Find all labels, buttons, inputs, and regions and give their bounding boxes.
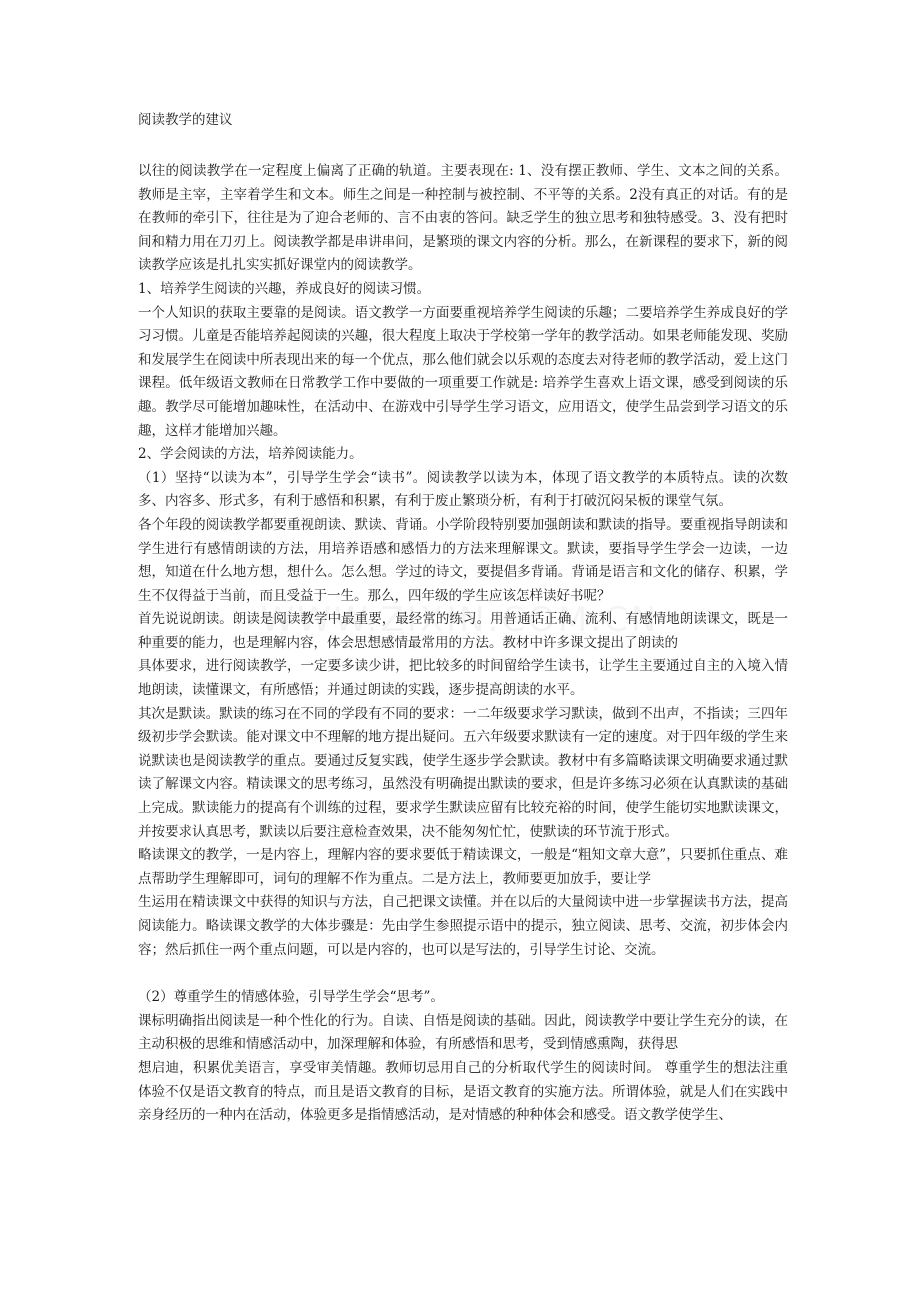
heading-subsection-2: （2）尊重学生的情感体验，引导学生学会“思考”。 — [138, 989, 444, 1006]
paragraph-skim-reading-cont: 生运用在精读课文中获得的知识与方法，自己把课文读懂。并在以后的大量阅读中进一步掌握读书方法，提高阅读能力。略读课文教学的大体步骤是：先由学生参照提示语中的提示，独立阅读、思考、交流，初步体会内容；然后抓住一两个重点问题，可以是内容的，也可以是写法的，引导学生讨论、交流。 — [138, 894, 788, 958]
paragraph-gap — [138, 962, 788, 986]
paragraph-reading-aloud-cont: 具体要求，进行阅读教学，一定要多读少讲，把比较多的时间留给学生读书，让学生主要通过自主的入境入情地朗读，读懂课文，有所感悟；并通过朗读的实践，逐步提高朗读的水平。 — [138, 658, 788, 699]
paragraph-curriculum: 课标明确指出阅读是一种个性化的行为。自读、自悟是阅读的基础。因此，阅读教学中要让学生充分的读，在主动积极的思维和情感活动中，加深理解和体验，有所感悟和思考，受到情感熏陶，获得思 — [138, 1012, 788, 1053]
paragraph-reading-aloud: 首先说说朗读。朗读是阅读教学中最重要，最经常的练习。用普通话正确、流利、有感情地朗读课文，既是一种重要的能力，也是理解内容，体会思想感情最常用的方法。教材中许多课文提出了朗读的 — [138, 611, 788, 651]
document-page — [138, 108, 788, 1128]
paragraph-skim-reading: 略读课文的教学，一是内容上，理解内容的要求要低于精读课文，一般是“粗知文章大意”，只要抓住重点、难点帮助学生理解即可，词句的理解不作为重点。二是方法上，教师要更加放手，要让学 — [138, 847, 788, 887]
paragraph-intro: 以往的阅读教学在一定程度上偏离了正确的轨道。主要表现在: 1、没有摆正教师、学生、文本之间的关系。教师是主宰，主宰着学生和文本。师生之间是一种控制与被控制、不平等的关系。2没有真正的对话。有的是在教师的牵引下，往往是为了迎合老师的、言不由衷的答问。缺乏学生的独立思考和独特感受。3、没有把时间和精力用在刀刃上。阅读教学都是串讲串问，是繁琐的课文内容的分析。那么，在新课程的要求下，新的阅读教学应该是扎扎实实抓好课堂内的阅读教学。 — [138, 163, 788, 274]
paragraph-curriculum-cont: 想启迪，积累优美语言，享受审美情趣。教师切忌用自己的分析取代学生的阅读时间。 尊重学生的想法注重体验不仅是语文教育的特点，而且是语文教育的目标，是语文教育的实施方法。所谓体验，就是人们在实践中亲身经历的一种内在活动，体验更多是指情感活动，是对情感的种种体会和感受。语文教学使学生、 — [138, 1059, 788, 1124]
document-title: 阅读教学的建议 — [138, 112, 233, 128]
paragraph-interest: 一个人知识的获取主要靠的是阅读。语文教学一方面要重视培养学生阅读的乐趣；二要培养学生养成良好的学习习惯。儿童是否能培养起阅读的兴趣，很大程度上取决于学校第一学年的教学活动。如果老师能发现、奖励和发展学生在阅读中所表现出来的每一个优点，那么他们就会以乐观的态度去对待老师的教学活动，爱上这门课程。低年级语文教师在日常教学工作中要做的一项重要工作就是: 培养学生喜欢上语文课，感受到阅读的乐趣。教学尽可能增加趣味性，在活动中、在游戏中引导学生学习语文，应用语文，使学生品尝到学习语文的乐趣，这样才能增加兴趣。 — [138, 304, 788, 439]
paragraph-read-based: （1）坚持“以读为本”，引导学生学会“读书”。阅读教学以读为本，体现了语文教学的本质特点。读的次数多、内容多、形式多，有利于感悟和积累，有利于废止繁琐分析，有利于打破沉闷呆板的课堂气氛。 — [138, 469, 788, 510]
heading-section-2: 2、学会阅读的方法，培养阅读能力。 — [138, 446, 363, 463]
paragraph-grades: 各个年段的阅读教学都要重视朗读、默读、背诵。小学阶段特别要加强朗读和默读的指导。要重视指导朗读和学生进行有感情朗读的方法，用培养语感和感悟力的方法来理解课文。默读，要指导学生学会一边读，一边想，知道在什么地方想，想什么。怎么想。学过的诗文，要提倡多背诵。背诵是语言和文化的储存、积累，学生不仅得益于当前，而且受益于一生。那么，四年级的学生应该怎样读好书呢？ — [138, 516, 788, 604]
heading-section-1: 1、培养学生阅读的兴趣，养成良好的阅读习惯。 — [138, 280, 431, 297]
paragraph-silent-reading: 其次是默读。默读的练习在不同的学段有不同的要求：一二年级要求学习默读，做到不出声，不指读；三四年级初步学会默读。能对课文中不理解的地方提出疑问。五六年级要求默读有一定的速度。对于四年级的学生来说默读也是阅读教学的重点。要通过反复实践，使学生逐步学会默读。教材中有多篇略读课文明确要求通过默读了解课文内容。精读课文的思考练习，虽然没有明确提出默读的要求，但是许多练习必须在认真默读的基础上完成。默读能力的提高有个训练的过程，要求学生默读应留有比较充裕的时间，使学生能切实地默读课文，并按要求认真思考，默读以后要注意检查效果，决不能匆匆忙忙，使默读的环节流于形式。 — [138, 705, 788, 840]
